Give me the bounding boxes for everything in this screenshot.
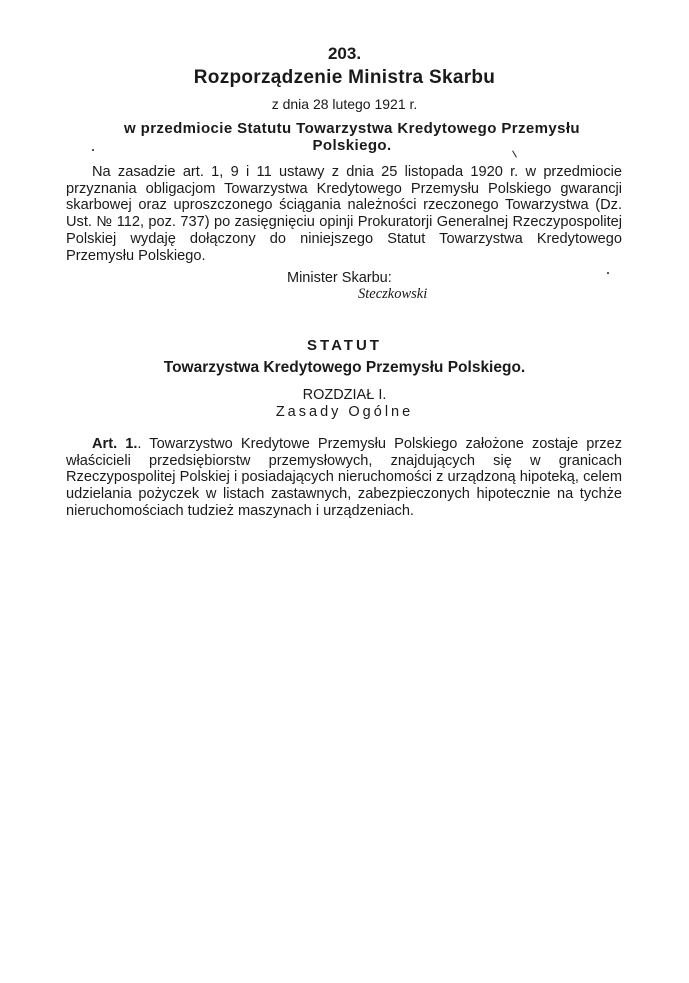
- act-number: 203.: [327, 44, 362, 63]
- article-label: Art. 1.: [92, 436, 138, 452]
- signature-role: Minister Skarbu:: [287, 270, 392, 286]
- regulation-date: z dnia 28 lutego 1921 r.: [271, 96, 418, 112]
- regulation-subject: w przedmiocie Statutu Towarzystwa Kredytowego Przemysłu Polskiego.: [124, 120, 580, 154]
- regulation-title: Rozporządzenie Ministra Skarbu: [193, 67, 496, 88]
- scan-speck: [607, 272, 609, 274]
- preamble-paragraph: Na zasadzie art. 1, 9 i 11 ustawy z dnia 25 listopada 1920 r. w przedmiocie przyznania obligacjom Towarzystwa Kredytowego Przemysłu Polskiego gwarancji skarbowej oraz uproszczonego ściągania należności rzeczonego Towarzystwa (Dz. Ust. № 112, poz. 737) po zasięgnięciu opinji Prokuratorji Generalnej Rzeczypospolitej Polskiej wydaję dołączony do niniejszego Statut Towarzystwa Kredytowego Przemysłu Polskiego.: [66, 164, 622, 264]
- signature-name: Steczkowski: [358, 286, 428, 302]
- chapter-title: Zasady Ogólne: [275, 404, 414, 420]
- article-text: . Towarzystwo Kredytowe Przemysłu Polskiego założone zostaje przez właścicieli przedsiębiorstw przemysłowych, znajdujących się w granicach Rzeczypospolitej Polskiej i posiadających nieruchomości z urządzoną hipoteką, celem udzielania pożyczek w listach zastawnych, zabezpieczonych hipotecznie na tychże nieruchomościach tudzież maszynach i urządzeniach.: [66, 436, 622, 519]
- statute-heading: STATUT: [307, 337, 382, 354]
- scan-speck: [92, 149, 94, 151]
- article-1-paragraph: [66, 436, 622, 520]
- statute-subheading: Towarzystwa Kredytowego Przemysłu Polskiego.: [163, 359, 526, 376]
- chapter-number: ROZDZIAŁ I.: [302, 387, 387, 403]
